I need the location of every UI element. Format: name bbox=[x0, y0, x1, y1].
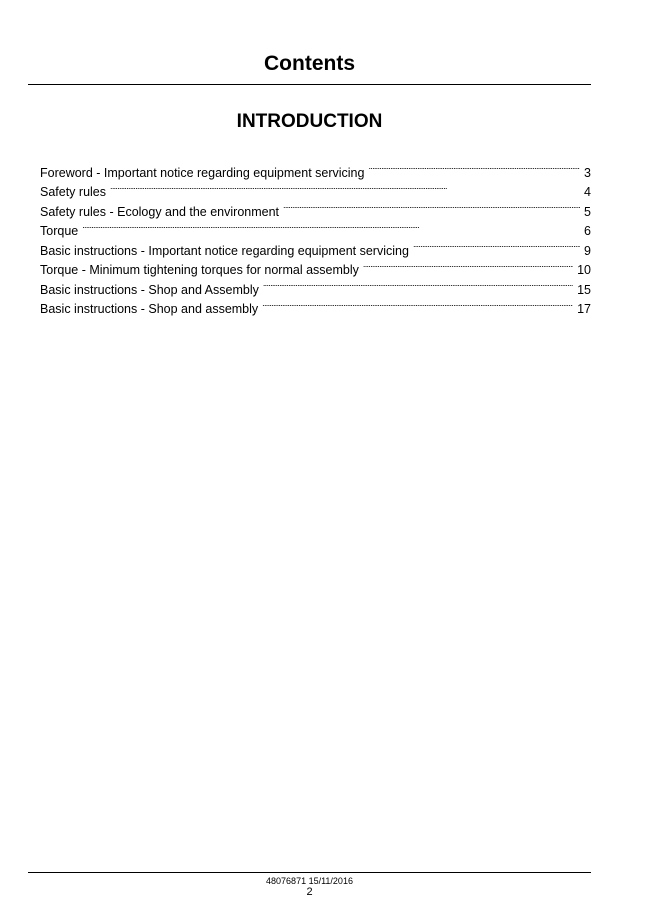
toc-entry-page: 4 bbox=[584, 185, 591, 199]
toc-entry-page: 6 bbox=[584, 224, 591, 238]
toc-entry-title: Torque bbox=[40, 224, 79, 238]
toc-entry-title: Foreword - Important notice regarding equipment servicing bbox=[40, 165, 365, 180]
header-divider bbox=[28, 84, 591, 85]
page-title: Contents bbox=[264, 52, 355, 75]
toc-entry-title: Torque - Minimum tightening torques for normal assembly bbox=[40, 263, 359, 277]
toc-entry-page: 10 bbox=[577, 263, 591, 277]
toc-entry-page: 3 bbox=[584, 165, 591, 180]
dot-leader bbox=[283, 196, 580, 216]
dot-leader bbox=[413, 235, 580, 255]
section-heading: INTRODUCTION bbox=[236, 111, 383, 132]
toc-entry[interactable] bbox=[40, 216, 591, 236]
document-id: 48076871 15/11/2016 bbox=[266, 876, 353, 886]
toc-entry[interactable] bbox=[40, 235, 591, 258]
toc-entry-page: 17 bbox=[577, 302, 591, 316]
toc-entry[interactable] bbox=[40, 177, 591, 197]
toc-entry[interactable] bbox=[40, 196, 591, 219]
dot-leader bbox=[262, 294, 573, 314]
toc-entry-title: Safety rules - Ecology and the environment bbox=[40, 204, 280, 219]
dot-leader bbox=[363, 255, 573, 275]
toc-entry-page: 5 bbox=[584, 204, 591, 219]
toc-entry-title: Safety rules bbox=[40, 185, 107, 199]
dot-leader bbox=[263, 274, 573, 294]
table-of-contents bbox=[40, 157, 591, 316]
toc-entry-title: Basic instructions - Shop and assembly bbox=[40, 302, 259, 316]
page-number: 2 bbox=[306, 886, 313, 898]
dot-leader bbox=[82, 216, 580, 236]
toc-entry-title: Basic instructions - Important notice regarding equipment servicing bbox=[40, 243, 409, 258]
toc-entry-page: 9 bbox=[584, 243, 591, 258]
toc-entry[interactable] bbox=[40, 157, 591, 180]
dot-leader bbox=[110, 177, 580, 197]
toc-entry-title: Basic instructions - Shop and Assembly bbox=[40, 282, 259, 297]
toc-entry-page: 15 bbox=[577, 282, 591, 297]
footer-divider bbox=[28, 872, 591, 873]
dot-leader bbox=[368, 157, 580, 177]
